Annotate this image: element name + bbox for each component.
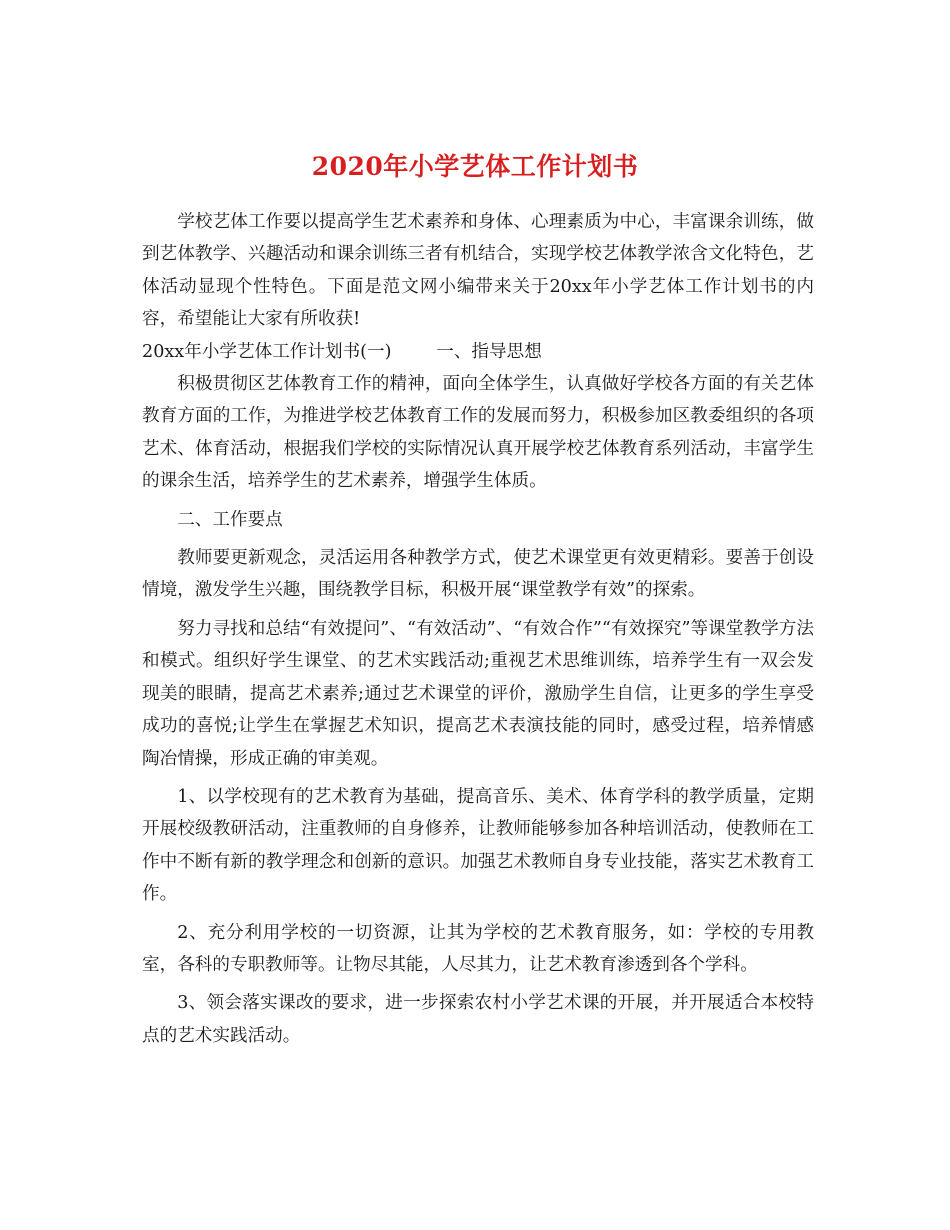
subtitle-line: 20xx年小学艺体工作计划书(一) 一、指导思想 (142, 341, 542, 362)
work-item-1: 1、以学校现有的艺术教育为基础，提高音乐、美术、体育学科的教学质量，定期开展校级教研活动，注重教师的自身修养，让教师能够参加各种培训活动，使教师在工作中不断有新的教学理念和创新的意识。加强艺术教师自身专业技能，落实艺术教育工作。 (142, 786, 814, 905)
work-item-3: 3、领会落实课改的要求，进一步探索农村小学艺术课的开展，并开展适合本校特点的艺术实践活动。 (142, 993, 814, 1046)
section2-heading: 二、工作要点 (177, 509, 283, 530)
work-point-paragraph-2: 努力寻找和总结“有效提问”、“有效活动”、“有效合作”“有效探究”等课堂教学方法和模式。组织好学生课堂、的艺术实践活动;重视艺术思维训练，培养学生有一双会发现美的眼睛，提高艺术素养;通过艺术课堂的评价，激励学生自信，让更多的学生享受成功的喜悦;让学生在掌握艺术知识，提高艺术表演技能的同时，感受过程，培养情感陶冶情操，形成正确的审美观。 (142, 618, 814, 769)
work-point-paragraph-1: 教师要更新观念，灵活运用各种教学方式，使艺术课堂更有效更精彩。要善于创设情境，激发学生兴趣，围绕教学目标，积极开展“课堂教学有效”的探索。 (142, 548, 814, 601)
document-title: 2020年小学艺体工作计划书 (311, 151, 639, 181)
document-body (142, 206, 814, 1052)
work-item-2: 2、充分利用学校的一切资源，让其为学校的艺术教育服务，如：学校的专用教室，各科的专职教师等。让物尽其能，人尽其力，让艺术教育渗透到各个学科。 (142, 922, 814, 975)
intro-paragraph: 学校艺体工作要以提高学生艺术素养和身体、心理素质为中心，丰富课余训练，做到艺体教学、兴趣活动和课余训练三者有机结合，实现学校艺体教学浓含文化特色，艺体活动显现个性特色。下面是范文网小编带来关于20xx年小学艺体工作计划书的内容，希望能让大家有所收获! (142, 212, 814, 330)
section1-paragraph: 积极贯彻区艺体教育工作的精神，面向全体学生，认真做好学校各方面的有关艺体教育方面的工作，为推进学校艺体教育工作的发展而努力，积极参加区教委组织的各项艺术、体育活动，根据我们学校的实际情况认真开展学校艺体教育系列活动，丰富学生的课余生活，培养学生的艺术素养，增强学生体质。 (142, 374, 814, 492)
